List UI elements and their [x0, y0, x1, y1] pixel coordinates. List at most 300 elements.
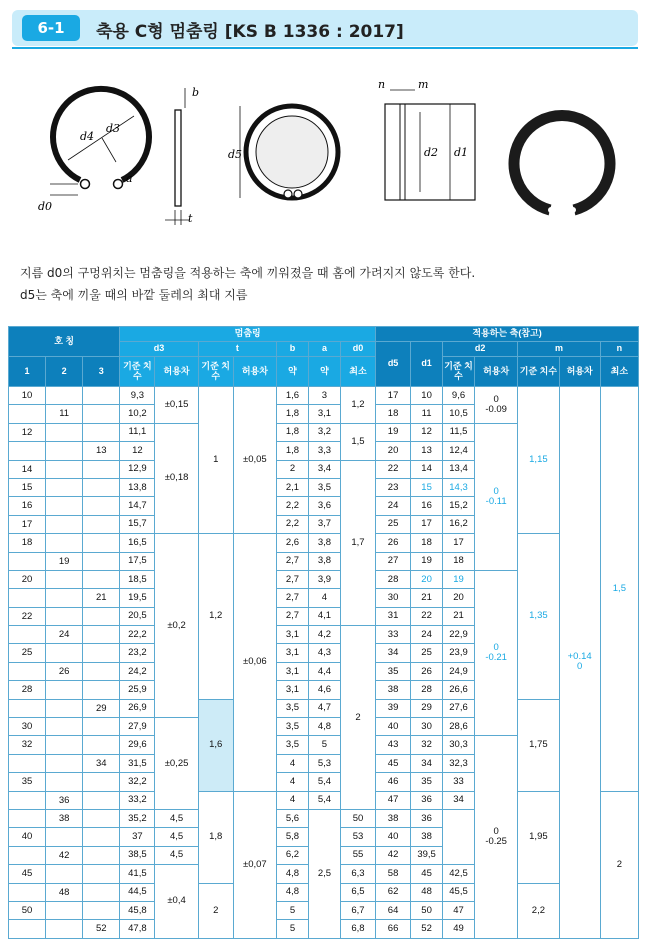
cell-nominal-2: 19 — [46, 552, 83, 570]
cell-t: 2 — [198, 883, 233, 938]
cell-a: 5,4 — [308, 773, 340, 791]
cell-a: 3,5 — [308, 478, 340, 496]
cell-a: 3,3 — [308, 442, 340, 460]
ring-front-view — [50, 89, 149, 195]
cell-b: 3,1 — [277, 626, 309, 644]
cell-b: 4 — [277, 773, 309, 791]
cell-m: 1,75 — [518, 699, 559, 791]
cell-d3: 9,3 — [120, 387, 155, 405]
cell-d1: 42 — [376, 846, 411, 864]
cell-nominal-2 — [46, 423, 83, 441]
cell-b: 3,5 — [277, 736, 309, 754]
cell-d2: 28,6 — [443, 718, 475, 736]
cell-nominal-1 — [9, 405, 46, 423]
cell-m: 1,15 — [518, 387, 559, 534]
cell-d3: 11,1 — [120, 423, 155, 441]
cell-d2: 26,6 — [443, 681, 475, 699]
cell-d3: 33,2 — [120, 791, 155, 809]
cell-nominal-2: 11 — [46, 405, 83, 423]
cell-b: 2,7 — [277, 570, 309, 588]
cell-nominal-1: 17 — [9, 515, 46, 533]
cell-nominal-2 — [46, 773, 83, 791]
cell-d2: 18 — [443, 552, 475, 570]
cell-d5: 31 — [376, 607, 411, 625]
cell-d2: 17 — [443, 534, 475, 552]
cell-d3: 12,9 — [120, 460, 155, 478]
section-header — [12, 10, 638, 46]
cell-nominal-2 — [46, 387, 83, 405]
ring-drawings — [30, 60, 640, 240]
cell-a: 4,1 — [308, 607, 340, 625]
cell-d1: 52 — [411, 920, 443, 938]
cell-d1: 28 — [411, 681, 443, 699]
cell-d2: 21 — [443, 607, 475, 625]
cell-nominal-2: 42 — [46, 846, 83, 864]
cell-d5: 66 — [376, 920, 411, 938]
cell-nominal-1: 32 — [9, 736, 46, 754]
cell-nominal-3 — [83, 423, 120, 441]
cell-b: 3,5 — [277, 699, 309, 717]
label-d5: d5 — [228, 148, 243, 161]
cell-nominal-1 — [9, 589, 46, 607]
cell-d3: 47,8 — [120, 920, 155, 938]
cell-nominal-1: 10 — [9, 387, 46, 405]
cell-d2: 14,3 — [443, 478, 475, 496]
cell-d1: 19 — [411, 552, 443, 570]
th-d2: d2 — [443, 342, 518, 357]
cell-d2-tol: 0 -0.09 — [475, 387, 518, 424]
cell-d5: 27 — [376, 552, 411, 570]
cell-a: 3,9 — [308, 570, 340, 588]
cell-b: 3,1 — [277, 681, 309, 699]
cell-b: 3,5 — [277, 718, 309, 736]
cell-d3: 31,5 — [120, 754, 155, 772]
th-d5: d5 — [376, 342, 411, 387]
cell-d3: 26,9 — [120, 699, 155, 717]
cell-d3: 24,2 — [120, 662, 155, 680]
cell-nominal-3 — [83, 515, 120, 533]
cell-b: 1,8 — [277, 423, 309, 441]
cell-m: 1,35 — [518, 534, 559, 700]
cell-nominal-1 — [9, 754, 46, 772]
table-row — [9, 699, 639, 717]
cell-d1: 48 — [411, 883, 443, 901]
cell-nominal-3 — [83, 552, 120, 570]
cell-nominal-1: 14 — [9, 460, 46, 478]
cell-nominal-1: 45 — [9, 865, 46, 883]
cell-a: 3,4 — [308, 460, 340, 478]
cell-nominal-2: 48 — [46, 883, 83, 901]
cell-d1: 32 — [411, 736, 443, 754]
cell-d3: 35,2 — [120, 809, 155, 827]
cell-d3: 38,5 — [120, 846, 155, 864]
cell-d2: 33 — [443, 773, 475, 791]
cell-nominal-2 — [46, 736, 83, 754]
cell-d5: 35 — [376, 662, 411, 680]
cell-m: 2,2 — [518, 883, 559, 938]
cell-d5: 62 — [376, 883, 411, 901]
cell-d5: 38 — [376, 681, 411, 699]
cell-d3: 10,2 — [120, 405, 155, 423]
cell-d5: 47 — [376, 791, 411, 809]
cell-nominal-3 — [83, 570, 120, 588]
cell-nominal-3 — [83, 478, 120, 496]
cell-d1: 20 — [411, 570, 443, 588]
cell-nominal-1: 28 — [9, 681, 46, 699]
cell-d1: 13 — [411, 442, 443, 460]
table-row — [9, 791, 639, 809]
cell-n: 2 — [600, 791, 638, 938]
label-b: b — [192, 86, 200, 99]
label-t: t — [188, 212, 193, 225]
cell-nominal-3 — [83, 497, 120, 515]
shaft-groove-view — [385, 90, 475, 200]
cell-nominal-2: 24 — [46, 626, 83, 644]
cell-d2: 45,5 — [443, 883, 475, 901]
cell-d2: 16,2 — [443, 515, 475, 533]
cell-a: 4,6 — [308, 681, 340, 699]
cell-nominal-2 — [46, 460, 83, 478]
cell-d2: 32,3 — [443, 754, 475, 772]
cell-a: 5 — [308, 736, 340, 754]
cell-nominal-1: 16 — [9, 497, 46, 515]
cell-nominal-2: 36 — [46, 791, 83, 809]
cell-nominal-3: 21 — [83, 589, 120, 607]
cell-d3: 13,8 — [120, 478, 155, 496]
cell-a: 3,6 — [308, 497, 340, 515]
cell-nominal-1: 18 — [9, 534, 46, 552]
cell-d1: 16 — [411, 497, 443, 515]
cell-nominal-2: 38 — [46, 809, 83, 827]
cell-d5: 40 — [376, 718, 411, 736]
cell-b: 2,7 — [277, 589, 309, 607]
cell-d3-tol: ±0,15 — [155, 387, 198, 424]
cell-nominal-2 — [46, 865, 83, 883]
cell-nominal-3 — [83, 846, 120, 864]
cell-d1: 14 — [411, 460, 443, 478]
cell-b: 1,8 — [277, 442, 309, 460]
cell-d2: 27,6 — [443, 699, 475, 717]
cell-d5: 64 — [376, 901, 411, 919]
cell-d3-tol: ±0,4 — [155, 865, 198, 939]
cell-d1: 11 — [411, 405, 443, 423]
cell-d3-tol: ±0,25 — [155, 718, 198, 810]
cell-t-tol: ±0,05 — [233, 387, 276, 534]
cell-d5: 23 — [376, 478, 411, 496]
cell-d3: 29,6 — [120, 736, 155, 754]
cell-b: 3,1 — [277, 662, 309, 680]
cell-nominal-3 — [83, 460, 120, 478]
cell-nominal-2 — [46, 478, 83, 496]
cell-d2: 38 — [411, 828, 443, 846]
th-d0-min: 최소 — [340, 357, 375, 387]
cell-nominal-2 — [46, 515, 83, 533]
cell-t: 1,8 — [198, 791, 233, 883]
cell-d1: 40 — [376, 828, 411, 846]
note-line-2: d5는 축에 끼울 때의 바깥 둘레의 최대 지름 — [20, 288, 248, 302]
note-line-1: 지름 d0의 구멍위치는 멈춤링을 적용하는 축에 끼워졌을 때 홈에 가려지지 않도록 한다. — [20, 266, 476, 280]
cell-d3: 17,5 — [120, 552, 155, 570]
th-d2-tol: 허용차 — [475, 357, 518, 387]
cell-d5: 25 — [376, 515, 411, 533]
cell-nominal-1: 15 — [9, 478, 46, 496]
cell-nominal-1 — [9, 791, 46, 809]
cell-nominal-3 — [83, 828, 120, 846]
cell-nominal-3 — [83, 901, 120, 919]
th-n: n — [600, 342, 638, 357]
cell-d2: 12,4 — [443, 442, 475, 460]
cell-d1: 30 — [411, 718, 443, 736]
cell-d2: 36 — [411, 809, 443, 827]
cell-b: 2,1 — [277, 478, 309, 496]
cell-nominal-3 — [83, 644, 120, 662]
cell-nominal-3 — [83, 662, 120, 680]
cell-a: 5,3 — [308, 754, 340, 772]
cell-d5: 58 — [376, 865, 411, 883]
cell-nominal-1: 50 — [9, 901, 46, 919]
cell-d5: 45 — [376, 754, 411, 772]
cell-nominal-2 — [46, 607, 83, 625]
cell-a: 3,7 — [308, 515, 340, 533]
cell-nominal-3: 34 — [83, 754, 120, 772]
cell-d5: 22 — [376, 460, 411, 478]
cell-nominal-1 — [9, 662, 46, 680]
cell-d5: 18 — [376, 405, 411, 423]
cell-b: 2,6 — [277, 534, 309, 552]
cell-d5: 50 — [340, 809, 375, 827]
cell-d5: 55 — [340, 846, 375, 864]
cell-nominal-3 — [83, 865, 120, 883]
cell-nominal-1 — [9, 552, 46, 570]
cell-d1: 50 — [411, 901, 443, 919]
cell-nominal-3 — [83, 736, 120, 754]
cell-d3: 45,8 — [120, 901, 155, 919]
cell-nominal-3 — [83, 773, 120, 791]
label-d4: d4 — [80, 130, 95, 143]
cell-d5: 19 — [376, 423, 411, 441]
cell-d5: 30 — [376, 589, 411, 607]
cell-d3-tol: ±0,2 — [155, 534, 198, 718]
cell-d1: 29 — [411, 699, 443, 717]
cell-b: 4 — [277, 754, 309, 772]
cell-d2: 9,6 — [443, 387, 475, 405]
th-t: t — [198, 342, 276, 357]
section-title: 축용 C형 멈춤링 [KS B 1336 : 2017] — [96, 22, 404, 42]
cell-d2: 11,5 — [443, 423, 475, 441]
table-row — [9, 387, 639, 405]
cell-b: 4,5 — [155, 809, 198, 827]
cell-d1: 10 — [411, 387, 443, 405]
th-m-base: 기준 치수 — [518, 357, 559, 387]
th-shaft: 적용하는 축(참고) — [376, 327, 639, 342]
cell-d1: 22 — [411, 607, 443, 625]
cell-d3: 14,7 — [120, 497, 155, 515]
cell-a: 3,8 — [308, 552, 340, 570]
cell-nominal-3 — [83, 405, 120, 423]
th-d1: d1 — [411, 342, 443, 387]
cell-d3: 19,5 — [120, 589, 155, 607]
cell-a: 4,3 — [308, 644, 340, 662]
th-n-min: 최소 — [600, 357, 638, 387]
label-n: n — [378, 78, 386, 91]
dimension-table — [8, 326, 639, 939]
cell-nominal-3 — [83, 809, 120, 827]
cell-b: 3,1 — [277, 644, 309, 662]
th-m: m — [518, 342, 600, 357]
cell-a: 6,3 — [340, 865, 375, 883]
cell-a: 5,6 — [277, 809, 309, 827]
cell-d5: 24 — [376, 497, 411, 515]
cell-b: 4,5 — [155, 846, 198, 864]
cell-nominal-1 — [9, 920, 46, 938]
cell-nominal-1: 22 — [9, 607, 46, 625]
cell-m-tol: +0.14 0 — [559, 387, 600, 939]
cell-d5: 33 — [376, 626, 411, 644]
cell-d3: 16,5 — [120, 534, 155, 552]
ring-side-view — [165, 88, 190, 225]
th-b: b — [277, 342, 309, 357]
cell-a: 4,2 — [308, 626, 340, 644]
cell-d5: 46 — [376, 773, 411, 791]
cell-d0: 2,5 — [308, 809, 340, 938]
cell-b: 4,8 — [277, 883, 309, 901]
cell-b: 4,5 — [155, 828, 198, 846]
cell-d2: 15,2 — [443, 497, 475, 515]
cell-a: 6,5 — [340, 883, 375, 901]
th-t-tol: 허용차 — [233, 357, 276, 387]
cell-nominal-2 — [46, 901, 83, 919]
cell-d2: 42,5 — [443, 865, 475, 883]
cell-d2: 22,9 — [443, 626, 475, 644]
cell-nominal-3 — [83, 626, 120, 644]
cell-d1: 21 — [411, 589, 443, 607]
cell-a: 4,7 — [308, 699, 340, 717]
cell-a: 3,8 — [308, 534, 340, 552]
cell-d1: 38 — [376, 809, 411, 827]
cell-b: 2,7 — [277, 607, 309, 625]
cell-d3: 44,5 — [120, 883, 155, 901]
cell-d2: 10,5 — [443, 405, 475, 423]
cell-a: 4,8 — [308, 718, 340, 736]
th-d3: d3 — [120, 342, 198, 357]
cell-a: 4 — [308, 589, 340, 607]
cell-d3: 41,5 — [120, 865, 155, 883]
cell-nominal-3: 13 — [83, 442, 120, 460]
cell-b: 5 — [277, 901, 309, 919]
cell-d2-tol: 0 -0.21 — [475, 570, 518, 736]
cell-d2-tol: 0 -0.11 — [475, 423, 518, 570]
label-a: a — [126, 172, 133, 185]
header-underline — [12, 47, 638, 49]
cell-nominal-1 — [9, 626, 46, 644]
cell-d1: 12 — [411, 423, 443, 441]
cell-t: 1 — [198, 387, 233, 534]
cell-d3: 15,7 — [120, 515, 155, 533]
cell-d2: 30,3 — [443, 736, 475, 754]
cell-d5: 26 — [376, 534, 411, 552]
th-d3-base: 기준 치수 — [120, 357, 155, 387]
cell-a: 4,4 — [308, 662, 340, 680]
cell-nominal-3 — [83, 607, 120, 625]
cell-b: 5 — [277, 920, 309, 938]
cell-b: 1,8 — [277, 405, 309, 423]
cell-d3: 37 — [120, 828, 155, 846]
cell-nominal-2 — [46, 570, 83, 588]
cell-d2: 39,5 — [411, 846, 443, 864]
th-d2-base: 기준 치수 — [443, 357, 475, 387]
cell-nominal-2 — [46, 681, 83, 699]
cell-d0: 1,2 — [340, 387, 375, 424]
cell-d5: 53 — [340, 828, 375, 846]
cell-d3: 25,9 — [120, 681, 155, 699]
cell-d5: 43 — [376, 736, 411, 754]
cell-a: 6,8 — [340, 920, 375, 938]
cell-nominal-2 — [46, 589, 83, 607]
cell-d2: 19 — [443, 570, 475, 588]
cell-a: 3 — [308, 387, 340, 405]
cell-d2: 13,4 — [443, 460, 475, 478]
cell-nominal-3 — [83, 718, 120, 736]
cell-nominal-1: 12 — [9, 423, 46, 441]
cell-b: 4,8 — [277, 865, 309, 883]
cell-nominal-2 — [46, 920, 83, 938]
section-number: 6-1 — [22, 15, 80, 41]
cell-t-tol: ±0,07 — [233, 791, 276, 938]
cell-nominal-1 — [9, 699, 46, 717]
cell-nominal-2 — [46, 644, 83, 662]
th-col-2: 2 — [46, 357, 83, 387]
label-d1: d1 — [454, 146, 469, 159]
th-a: a — [308, 342, 340, 357]
cell-nominal-1 — [9, 846, 46, 864]
cell-d2-tol: 0 -0.25 — [475, 736, 518, 938]
cell-d2: 49 — [443, 920, 475, 938]
cell-b: 1,6 — [277, 387, 309, 405]
cell-nominal-2 — [46, 442, 83, 460]
cell-nominal-2 — [46, 699, 83, 717]
cell-a: 3,2 — [308, 423, 340, 441]
cell-d3: 32,2 — [120, 773, 155, 791]
cell-nominal-1: 40 — [9, 828, 46, 846]
th-nominal: 호 칭 — [9, 327, 120, 357]
cell-t: 1,2 — [198, 534, 233, 700]
cell-d3: 20,5 — [120, 607, 155, 625]
cell-a: 5,4 — [308, 791, 340, 809]
ring-on-shaft-view — [240, 106, 338, 198]
cell-d2: 20 — [443, 589, 475, 607]
cell-nominal-1 — [9, 883, 46, 901]
cell-d1: 36 — [411, 791, 443, 809]
cell-d1: 34 — [411, 754, 443, 772]
cell-nominal-1 — [9, 809, 46, 827]
ring-3d-image — [514, 116, 610, 213]
cell-d5: 17 — [376, 387, 411, 405]
cell-nominal-2 — [46, 828, 83, 846]
cell-b: 4 — [277, 791, 309, 809]
cell-nominal-2: 26 — [46, 662, 83, 680]
cell-nominal-3 — [83, 681, 120, 699]
cell-b: 2 — [277, 460, 309, 478]
cell-nominal-2 — [46, 534, 83, 552]
cell-t: 1,6 — [198, 699, 233, 791]
cell-nominal-3 — [83, 387, 120, 405]
cell-d5: 20 — [376, 442, 411, 460]
cell-d3: 22,2 — [120, 626, 155, 644]
cell-d1: 25 — [411, 644, 443, 662]
th-ring: 멈춤링 — [120, 327, 376, 342]
cell-d2: 34 — [443, 791, 475, 809]
cell-d3: 27,9 — [120, 718, 155, 736]
